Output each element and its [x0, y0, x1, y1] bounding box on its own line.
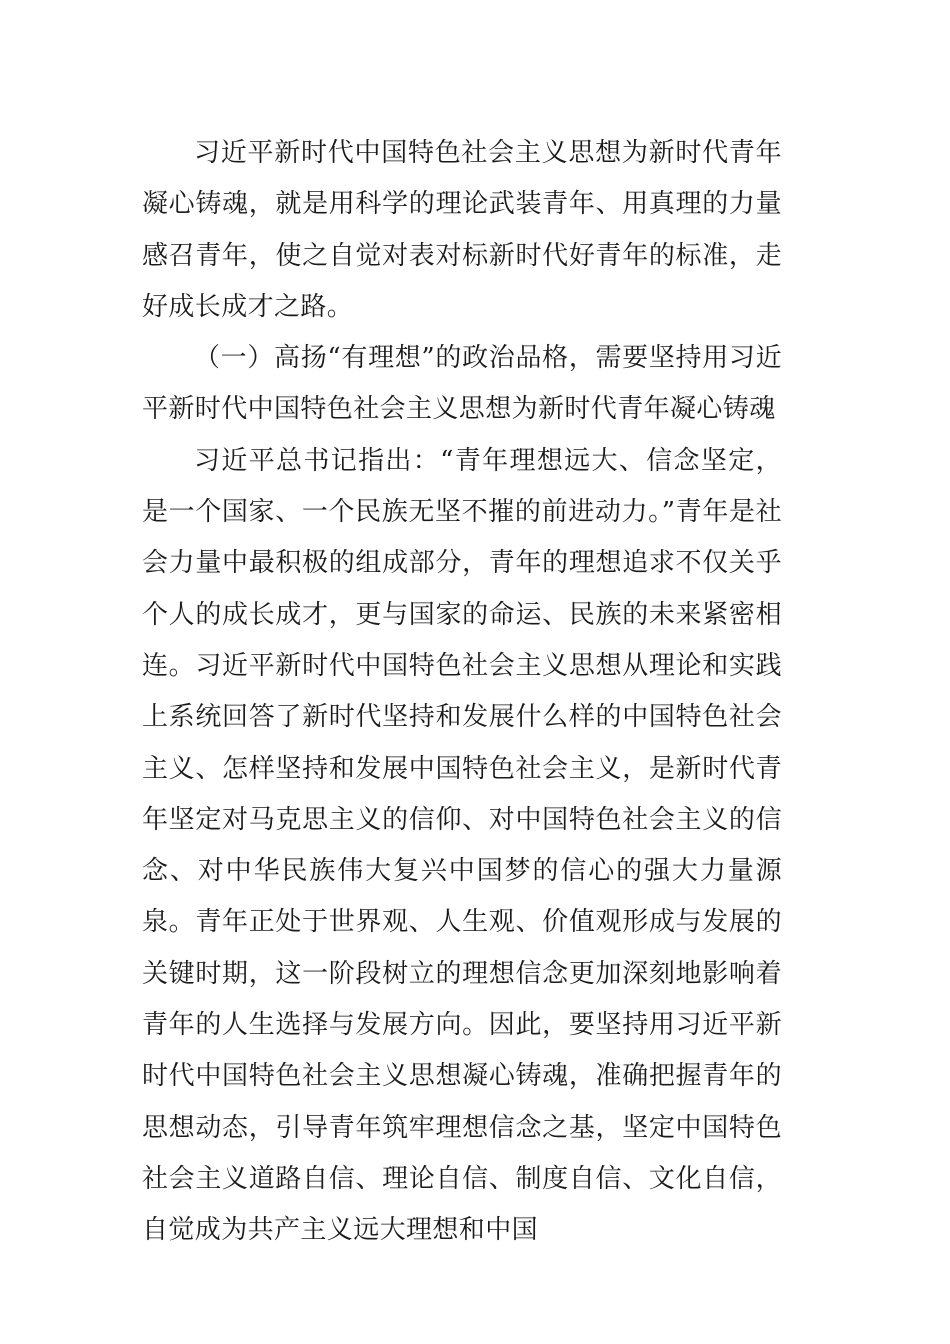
intro-paragraph: 习近平新时代中国特色社会主义思想为新时代青年凝心铸魂，就是用科学的理论武装青年、用真理的力量感召青年，使之自觉对表对标新时代好青年的标准，走好成长成才之路。	[142, 138, 782, 322]
document-body	[142, 128, 782, 1257]
body-paragraph: 习近平总书记指出：“青年理想远大、信念坚定，是一个国家、一个民族无坚不摧的前进动力。”青年是社会力量中最积极的组成部分，青年的理想追求不仅关乎个人的成长成才，更与国家的命运、民族的未来紧密相连。习近平新时代中国特色社会主义思想从理论和实践上系统回答了新时代坚持和发展什么样的中国特色社会主义、怎样坚持和发展中国特色社会主义，是新时代青年坚定对马克思主义的信仰、对中国特色社会主义的信念、对中华民族伟大复兴中国梦的信心的强大力量源泉。青年正处于世界观、人生观、价值观形成与发展的关键时期，这一阶段树立的理想信念更加深刻地影响着青年的人生选择与发展方向。因此，要坚持用习近平新时代中国特色社会主义思想凝心铸魂，准确把握青年的思想动态，引导青年筑牢理想信念之基，坚定中国特色社会主义道路自信、理论自信、制度自信、文化自信，自觉成为共产主义远大理想和中国	[142, 445, 782, 1246]
section-heading: （一）高扬“有理想”的政治品格，需要坚持用习近平新时代中国特色社会主义思想为新时代青年凝心铸魂	[142, 343, 782, 425]
